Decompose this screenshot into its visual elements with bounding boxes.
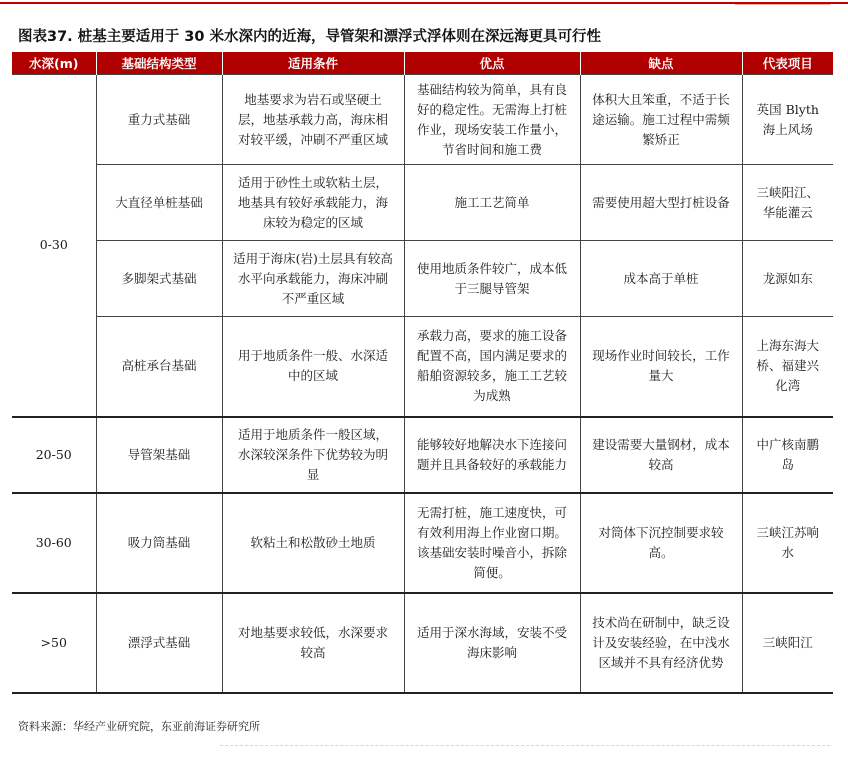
table-row — [12, 317, 833, 417]
header-condition: 适用条件 — [222, 52, 404, 75]
type-cell: 重力式基础 — [96, 75, 222, 165]
type-cell: 漂浮式基础 — [96, 593, 222, 693]
figure-title: 图表37. 桩基主要适用于 30 米水深内的近海，导管架和漂浮式浮体则在深远海更具可行性 — [18, 29, 602, 45]
header-projects: 代表项目 — [742, 52, 833, 75]
project-cell: 三峡阳江 — [742, 593, 833, 693]
table-row — [12, 417, 833, 493]
project-cell: 上海东海大桥、福建兴化湾 — [742, 317, 833, 417]
table-row — [12, 493, 833, 593]
project-cell: 英国 Blyth 海上风场 — [742, 75, 833, 165]
type-cell: 高桩承台基础 — [96, 317, 222, 417]
project-cell: 龙源如东 — [742, 241, 833, 317]
depth-cell: 20-50 — [12, 417, 96, 493]
type-cell: 导管架基础 — [96, 417, 222, 493]
table-row — [12, 241, 833, 317]
disadvantage-cell: 体积大且笨重，不适于长途运输。施工过程中需频繁矫正 — [580, 75, 742, 165]
table-header-row — [12, 52, 833, 75]
depth-cell: 30-60 — [12, 493, 96, 593]
depth-cell: 0-30 — [12, 75, 96, 417]
condition-cell: 适用于砂性土或软粘土层，地基具有较好承载能力，海床较为稳定的区域 — [222, 165, 404, 241]
table-row — [12, 165, 833, 241]
type-cell: 吸力筒基础 — [96, 493, 222, 593]
condition-cell: 地基要求为岩石或坚硬土层，地基承载力高，海床相对较平缓，冲刷不严重区域 — [222, 75, 404, 165]
disadvantage-cell: 建设需要大量钢材，成本较高 — [580, 417, 742, 493]
condition-cell: 用于地质条件一般、水深适中的区域 — [222, 317, 404, 417]
project-cell: 三峡阳江、华能灌云 — [742, 165, 833, 241]
disadvantage-cell: 对筒体下沉控制要求较高。 — [580, 493, 742, 593]
condition-cell: 对地基要求较低，水深要求较高 — [222, 593, 404, 693]
table-row — [12, 593, 833, 693]
table-row — [12, 75, 833, 165]
type-cell: 大直径单桩基础 — [96, 165, 222, 241]
advantage-cell: 承载力高，要求的施工设备配置不高，国内满足要求的船舶资源较多，施工工艺较为成熟 — [404, 317, 580, 417]
advantage-cell: 无需打桩，施工速度快，可有效利用海上作业窗口期。该基础安装时噪音小，拆除简便。 — [404, 493, 580, 593]
disadvantage-cell: 成本高于单桩 — [580, 241, 742, 317]
header-type: 基础结构类型 — [96, 52, 222, 75]
header-disadvantages: 缺点 — [580, 52, 742, 75]
condition-cell: 适用于地质条件一般区域，水深较深条件下优势较为明显 — [222, 417, 404, 493]
top-red-rule — [0, 2, 848, 4]
type-cell: 多脚架式基础 — [96, 241, 222, 317]
advantage-cell: 使用地质条件较广，成本低于三腿导管架 — [404, 241, 580, 317]
source-note: 资料来源：华经产业研究院，东亚前海证券研究所 — [18, 720, 260, 733]
disadvantage-cell: 技术尚在研制中，缺乏设计及安装经验，在中浅水区域并不具有经济优势 — [580, 593, 742, 693]
page-cutoff-line — [220, 745, 830, 760]
foundation-comparison-table — [12, 52, 833, 694]
depth-cell: >50 — [12, 593, 96, 693]
condition-cell: 适用于海床(岩)土层具有较高水平向承载能力，海床冲刷不严重区域 — [222, 241, 404, 317]
disadvantage-cell: 需要使用超大型打桩设备 — [580, 165, 742, 241]
disadvantage-cell: 现场作业时间较长，工作量大 — [580, 317, 742, 417]
project-cell: 中广核南鹏岛 — [742, 417, 833, 493]
condition-cell: 软粘土和松散砂土地质 — [222, 493, 404, 593]
advantage-cell: 基础结构较为简单，具有良好的稳定性。无需海上打桩作业，现场安装工作量小，节省时间和施工费 — [404, 75, 580, 165]
top-accent-rule — [735, 4, 830, 5]
advantage-cell: 施工工艺简单 — [404, 165, 580, 241]
advantage-cell: 能够较好地解决水下连接问题并且具备较好的承载能力 — [404, 417, 580, 493]
project-cell: 三峡江苏响水 — [742, 493, 833, 593]
header-depth: 水深(m) — [12, 52, 96, 75]
advantage-cell: 适用于深水海域，安装不受海床影响 — [404, 593, 580, 693]
header-advantages: 优点 — [404, 52, 580, 75]
